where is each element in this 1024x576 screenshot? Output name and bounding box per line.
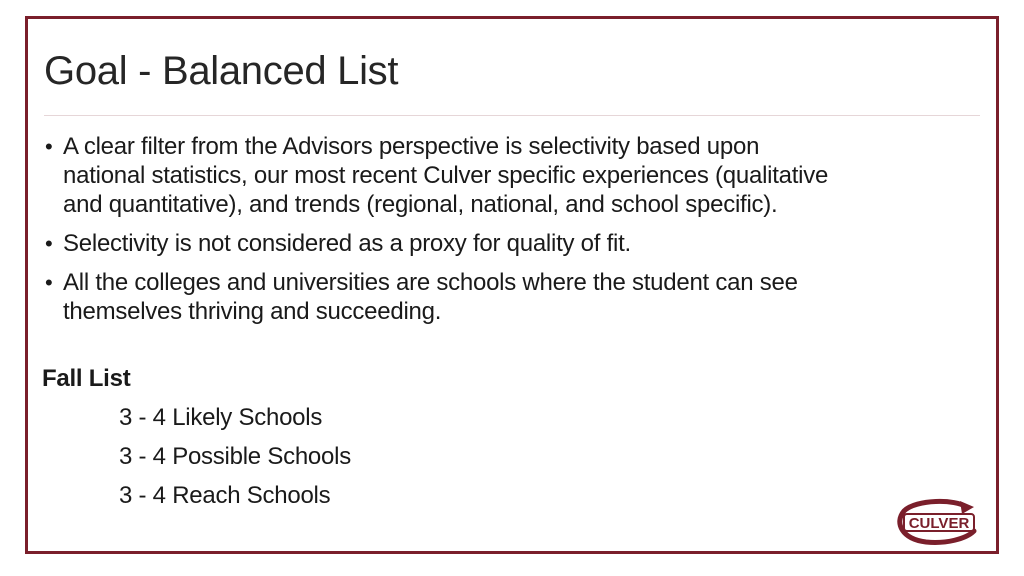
- bullet-item: [42, 229, 842, 258]
- bullet-text: A clear filter from the Advisors perspective is selectivity based upon national statistics, our most recent Culver specific experiences (qualitative and quantitative), and trends (regional, national, and school specific).: [63, 133, 829, 218]
- slide-title: Goal - Balanced List: [44, 49, 399, 93]
- reach-schools-item: 3 - 4 Reach Schools: [119, 482, 331, 509]
- possible-schools-item: 3 - 4 Possible Schools: [119, 443, 351, 470]
- bullet-item: [42, 268, 842, 326]
- bullet-item: [42, 132, 842, 219]
- fall-list-items: [119, 403, 351, 520]
- title-divider: [44, 115, 980, 116]
- logo-text: CULVER: [908, 515, 970, 532]
- slide-frame: [25, 16, 999, 554]
- bullet-list: [42, 132, 842, 336]
- bullet-text: All the colleges and universities are schools where the student can see themselves thriving and succeeding.: [63, 269, 798, 325]
- bullet-icon: •: [45, 270, 53, 295]
- bullet-text: Selectivity is not considered as a proxy for quality of fit.: [63, 230, 631, 257]
- bullet-icon: •: [45, 134, 53, 159]
- likely-schools-item: 3 - 4 Likely Schools: [119, 404, 323, 431]
- bullet-icon: •: [45, 231, 53, 256]
- fall-list-heading: Fall List: [42, 365, 131, 392]
- culver-logo: [896, 497, 980, 545]
